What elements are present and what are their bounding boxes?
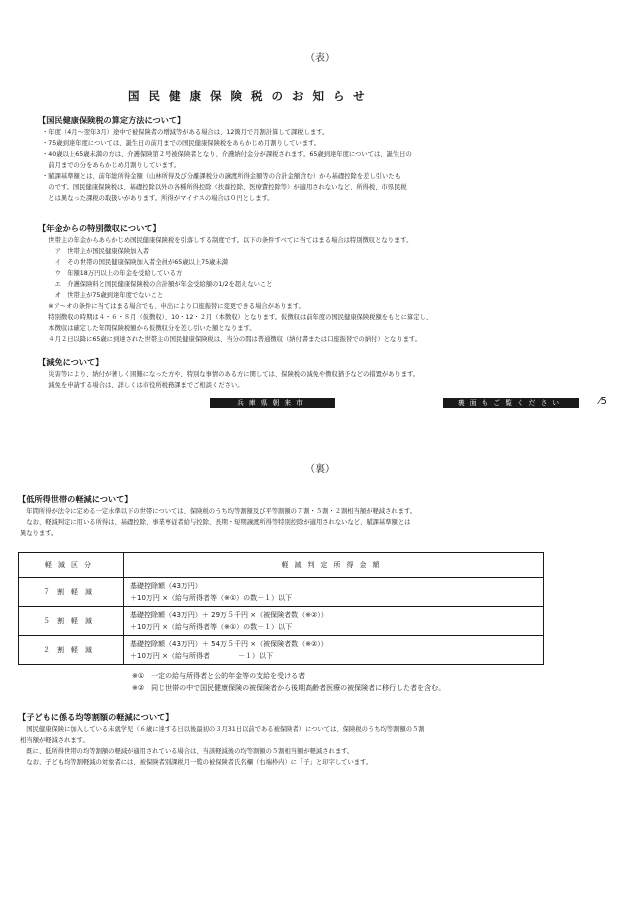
reduction-line: 災害等により、納付が著しく困難になった方や、特別な事情のある方に関しては、保険税の減免や徴収猶予などの措置があります。 (42, 371, 420, 378)
front-side-label: （表） (305, 53, 335, 64)
header-category: 軽減区分 (19, 553, 124, 578)
low-income-line: なお、軽減判定に用いる所得は、基礎控除、事業専従者給与控除、長期・短期譲渡所得等特別控除が適用されないなど、賦課基準額とは (20, 519, 411, 526)
low-income-line: 異なります。 (20, 530, 58, 537)
pension-line: 本徴収は確定した年間保険税額から仮徴収分を差し引いた額となります。 (42, 325, 256, 332)
pension-line: オ 世帯主が75歳到達年度でないこと (42, 292, 164, 299)
reduction-section (42, 369, 419, 391)
table-header-row (19, 553, 544, 578)
table-row (19, 578, 544, 607)
amount-line: ＋10万円 ×（給与所得者等（※①）の数－１）以下 (130, 594, 293, 602)
low-income-line: 年間所得が法令に定める一定水準以下の世帯については、保険税のうち均等割額及び平等割額の７割・５割・２割相当額が軽減されます。 (20, 508, 417, 515)
city-name-bar: 兵庫県朝来市 (210, 398, 335, 408)
pension-line: ※ア～オの条件に当てはまる場合でも、申出により口座振替に変更できる場合があります。 (42, 303, 305, 310)
child-reduction-heading: 【子どもに係る均等割額の軽減について】 (18, 712, 174, 722)
child-reduction-section (20, 724, 425, 768)
calc-method-section (42, 127, 412, 204)
amount-line: 基礎控除額（43万円）＋ 29万５千円 ×（被保険者数（※②）） (130, 611, 328, 619)
row-amount (124, 607, 544, 636)
table-row (19, 607, 544, 636)
row-category: ２割軽減 (19, 636, 124, 665)
low-income-section (20, 506, 416, 539)
pension-heading: 【年金からの特別徴収について】 (38, 223, 161, 233)
back-side-label: （裏） (305, 464, 335, 475)
calc-method-heading: 【国民健康保険税の算定方法について】 (38, 115, 186, 125)
calc-line: 前月までの分をあらかじめ月割りしています。 (42, 162, 181, 169)
child-line: 相当額が軽減されます。 (20, 737, 89, 744)
child-line: 国民健康保険に加入している未就学児（６歳に達する日以後最初の３月31日以前である被保険者）については、保険税のうち均等割額の５割 (20, 726, 425, 733)
row-amount (124, 636, 544, 665)
row-category: ７割軽減 (19, 578, 124, 607)
amount-line: ＋10万円 ×（給与所得者等（※①）の数－１）以下 (130, 623, 293, 631)
page-mark: ⁄5 (599, 396, 608, 407)
calc-line: ・賦課基準額とは、前年総所得金額（山林所得及び分離課税分の譲渡所得金額等の合計金額含む）から基礎控除を差し引いたも (42, 173, 401, 180)
child-line: 既に、低所得世帯の均等割額の軽減が適用されている場合は、当該軽減後の均等割額の５割相当額が軽減されます。 (20, 748, 354, 755)
row-amount (124, 578, 544, 607)
pension-section (42, 235, 432, 345)
header-income: 軽減判定所得金額 (124, 553, 544, 578)
row-category: ５割軽減 (19, 607, 124, 636)
child-line: なお、子ども均等割軽減の対象者には、被保険者別課税月一覧の被保険者氏名欄（右端枠内）に「子」と印字しています。 (20, 759, 373, 766)
pension-line: ４月２日以降に65歳に到達された世帯主の国民健康保険税は、当分の間は普通徴収（納付書または口座振替での納付）となります。 (42, 336, 422, 343)
table-row (19, 636, 544, 665)
notice-title: 国民健康保険税のお知らせ (128, 89, 374, 103)
reduction-table (18, 552, 544, 665)
amount-line: 基礎控除額（43万円）＋ 54万５千円 ×（被保険者数（※②）） (130, 640, 328, 648)
calc-line: ・40歳以上65歳未満の方は、介護保険第２号被保険者となり、介護納付金分が課税されます。65歳到達年度については、誕生日の (42, 151, 412, 158)
pension-line: エ 介護保険料と国民健康保険税の合計額が年金受給額の1/2を超えないこと (42, 281, 273, 288)
pension-line: イ その世帯の国民健康保険加入者全員が65歳以上75歳未満 (42, 259, 229, 266)
pension-line: 世帯主の年金からあらかじめ国民健康保険税を引落しする制度です。以下の条件すべてに当てはまる場合は特別徴収となります。 (42, 237, 413, 244)
note-line: ※① 一定の給与所得者と公的年金等の支給を受ける者 (132, 672, 306, 680)
see-reverse-bar: 裏面もご覧ください (443, 398, 579, 408)
calc-line: ・75歳到達年度については、誕生日の前月までの国民健康保険税をあらかじめ月割りしています。 (42, 140, 321, 147)
calc-line: ・年度（4月～翌年3月）途中で被保険者の増減等がある場合は、12箇月で月割計算して課税します。 (42, 129, 329, 136)
low-income-heading: 【低所得世帯の軽減について】 (18, 494, 133, 504)
pension-line: 特別徴収の時期は４・６・８月（仮徴収）、10・12・２月（本徴収）となります。仮徴収は前年度の国民健康保険税額をもとに算定し、 (42, 314, 433, 321)
calc-line: のです。国民健康保険税は、基礎控除以外の各種所得控除（扶養控除、医療費控除等）が適用されないなど、所得税、市県民税 (42, 184, 407, 191)
calc-line: とは異なった課税の取扱いがあります。所得がマイナスの場合は０円とします。 (42, 195, 274, 202)
note-line: ※② 同じ世帯の中で国民健康保険の被保険者から後期高齢者医療の被保険者に移行した者を含む。 (132, 684, 446, 692)
pension-line: ウ 年額18万円以上の年金を受給している方 (42, 270, 183, 277)
amount-line: ＋10万円 ×（給与所得者 －１）以下 (130, 652, 273, 660)
reduction-heading: 【減免について】 (38, 357, 104, 367)
table-notes (132, 670, 445, 694)
amount-line: 基礎控除額（43万円） (130, 582, 202, 590)
reduction-line: 減免を申請する場合は、詳しくは市役所税務課までご相談ください。 (42, 382, 244, 389)
pension-line: ア 世帯主が国民健康保険加入者 (42, 248, 150, 255)
